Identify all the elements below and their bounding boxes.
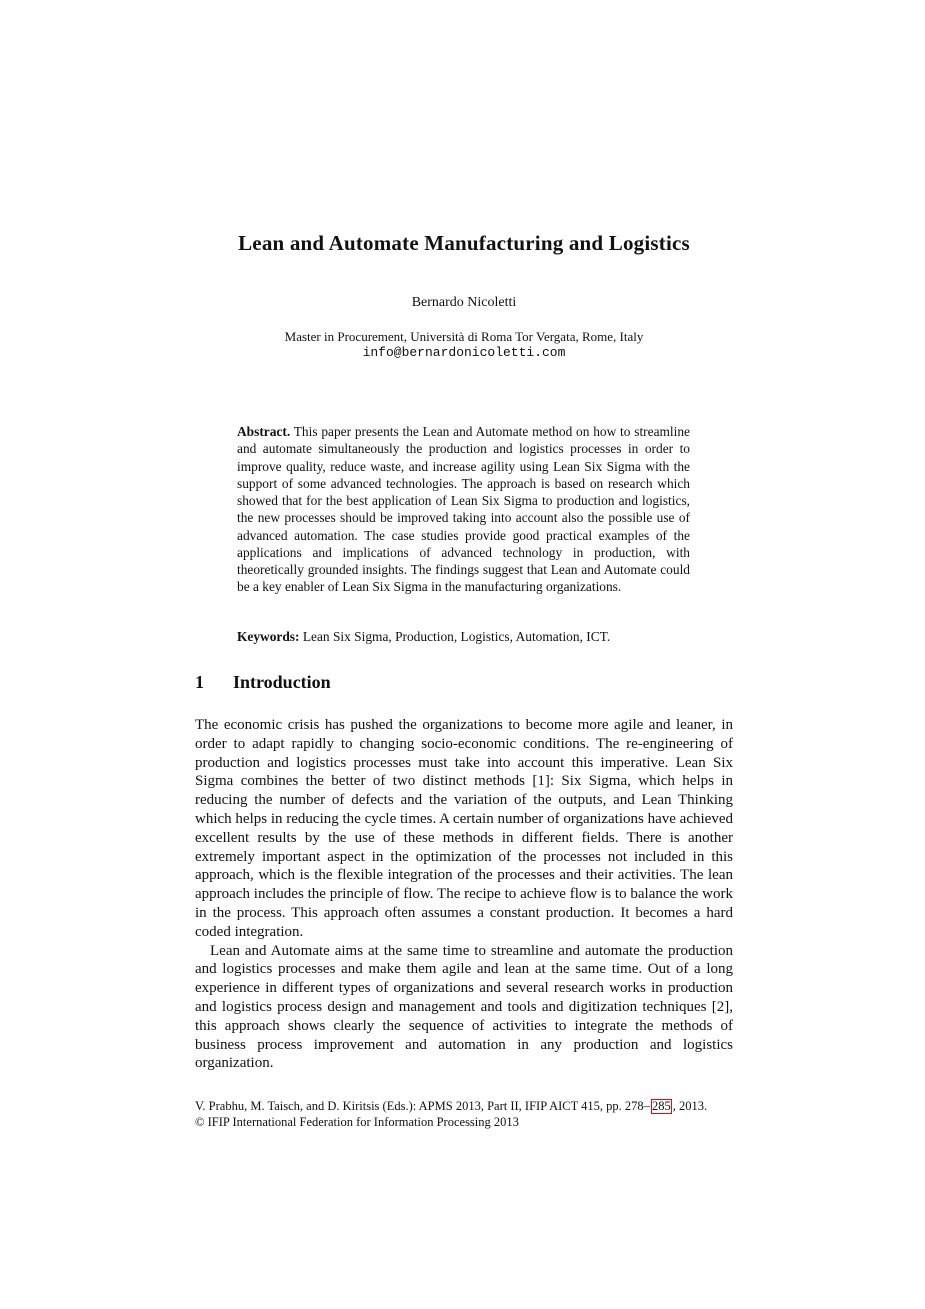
footer-copyright: © IFIP International Federation for Information Processing 2013: [195, 1114, 519, 1129]
keywords-block: [237, 628, 690, 645]
keywords-text: Lean Six Sigma, Production, Logistics, Automation, ICT.: [302, 629, 611, 644]
section-number: 1: [195, 672, 204, 692]
footer-citation-line: [195, 1099, 733, 1115]
abstract-block: [237, 423, 690, 596]
page-footer: [195, 1099, 733, 1131]
author-name: Bernardo Nicoletti: [411, 295, 517, 310]
footer-citation-pre: V. Prabhu, M. Taisch, and D. Kiritsis (Eds.): APMS 2013, Part II, IFIP AICT 415, pp. 278–: [195, 1099, 650, 1113]
author-affiliation: Master in Procurement, Università di Roma Tor Vergata, Rome, Italy: [284, 329, 644, 344]
body-paragraph-2: Lean and Automate aims at the same time to streamline and automate the production and logistics processes and make them agile and lean at the same time. Out of a long experience in different types of organizations and several research works in production and logistics process design and management and tools and digitization techniques [2], this approach shows clearly the sequence of activities to integrate the methods of business process improvement and automation in any production and logistics organization.: [195, 942, 733, 1072]
abstract-text: This paper presents the Lean and Automate method on how to streamline and automate simultaneously the production and logistics processes in order to improve quality, reduce waste, and increase agility using Lean Six Sigma with the support of some advanced technologies. The approach is based on research which showed that for the best application of Lean Six Sigma to production and logistics, the new processes should be improved taking into account also the possible use of advanced automation. The case studies provide good practical examples of the applications and implications of advanced technology in production, with theoretically grounded insights. The findings suggest that Lean and Automate could be a key enabler of Lean Six Sigma in the manufacturing organizations.: [237, 424, 691, 595]
footer-citation-post: , 2013.: [672, 1099, 708, 1113]
author-email: info@bernardonicoletti.com: [362, 345, 566, 360]
footer-page-link[interactable]: 285: [651, 1099, 671, 1113]
introduction-body: [195, 716, 733, 1073]
section-title: Introduction: [233, 672, 331, 692]
section-heading: [195, 672, 733, 693]
keywords-label: Keywords:: [237, 629, 300, 644]
body-paragraph-1: The economic crisis has pushed the organizations to become more agile and leaner, in order to adapt rapidly to changing socio-economic conditions. The re-engineering of production and logistics processes must take into account this imperative. Lean Six Sigma combines the better of two distinct methods [1]: Six Sigma, which helps in reducing the number of defects and the variation of the outputs, and Lean Thinking which helps in reducing the cycle times. A certain number of organizations have achieved excellent results by the use of these methods in different fields. There is another extremely important aspect in the optimization of the processes not included in this approach, which is the flexible integration of the processes and their activities. The lean approach includes the principle of flow. The recipe to achieve flow is to balance the work in the process. This approach often assumes a constant production. It becomes a hard coded integration.: [195, 717, 733, 940]
paper-title: Lean and Automate Manufacturing and Logistics: [238, 231, 690, 255]
abstract-label: Abstract.: [237, 424, 291, 439]
